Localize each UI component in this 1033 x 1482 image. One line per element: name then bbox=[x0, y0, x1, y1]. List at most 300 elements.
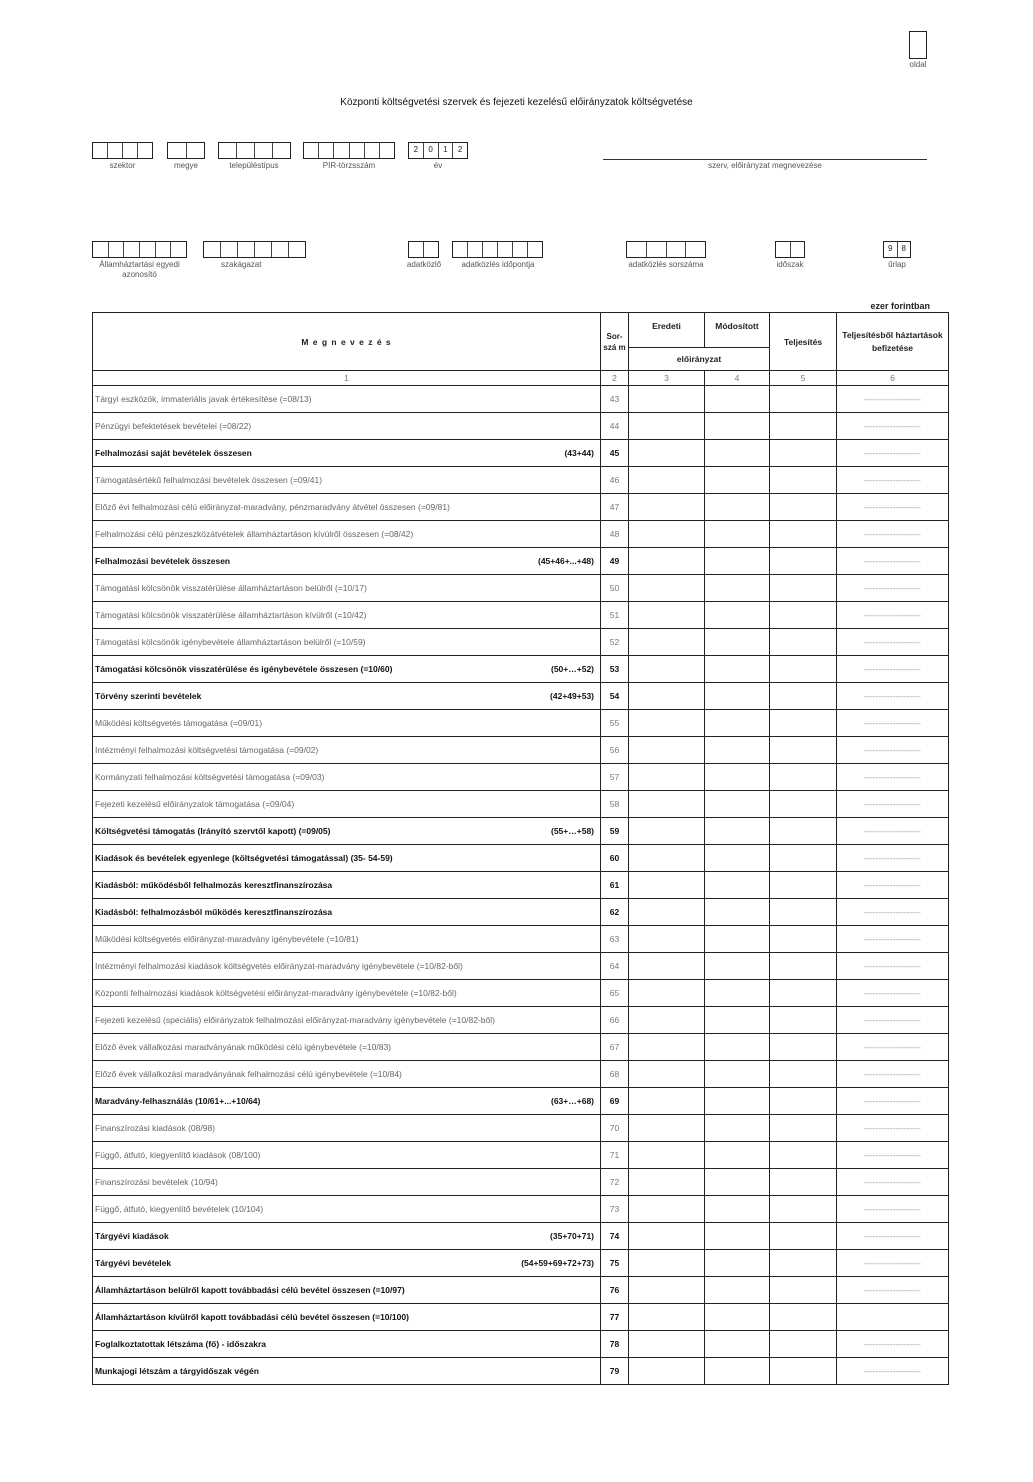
modositott-cell[interactable] bbox=[705, 1169, 770, 1196]
eredeti-cell[interactable] bbox=[629, 1061, 705, 1088]
eredeti-cell[interactable] bbox=[629, 521, 705, 548]
modositott-cell[interactable] bbox=[705, 1061, 770, 1088]
row-label-text: Működési költségvetés előirányzat-maradvány igénybevétele (=10/81) bbox=[95, 934, 359, 944]
sorszam-field[interactable] bbox=[626, 241, 706, 258]
row-number: 79 bbox=[601, 1358, 629, 1385]
modositott-cell[interactable] bbox=[705, 710, 770, 737]
row-label-text: Központi felhalmozási kiadások költségvetési előirányzat-maradvány igénybevétele (=10/82-ből) bbox=[95, 988, 457, 998]
eredeti-cell[interactable] bbox=[629, 737, 705, 764]
row-label bbox=[93, 872, 601, 899]
row-label bbox=[93, 899, 601, 926]
teljesites-cell[interactable] bbox=[770, 1358, 837, 1385]
table-row bbox=[93, 1358, 949, 1385]
table-row bbox=[93, 1250, 949, 1277]
row-formula: (63+…+68) bbox=[551, 1096, 594, 1106]
row-label-text: Tárgyi eszközök, immateriális javak értékesítése (=08/13) bbox=[95, 394, 312, 404]
eredeti-cell[interactable] bbox=[629, 575, 705, 602]
table-row bbox=[93, 980, 949, 1007]
teljesites-cell[interactable] bbox=[770, 1223, 837, 1250]
modositott-cell[interactable] bbox=[705, 413, 770, 440]
teljesites-cell[interactable] bbox=[770, 1142, 837, 1169]
haztartasok-cell: -------------------- bbox=[837, 1169, 949, 1196]
pir-label: PIR-törzsszám bbox=[322, 161, 376, 170]
row-label bbox=[93, 1007, 601, 1034]
eredeti-cell[interactable] bbox=[629, 1358, 705, 1385]
eredeti-cell[interactable] bbox=[629, 440, 705, 467]
row-number: 62 bbox=[601, 899, 629, 926]
row-number: 58 bbox=[601, 791, 629, 818]
eredeti-cell[interactable] bbox=[629, 413, 705, 440]
haztartasok-cell: -------------------- bbox=[837, 548, 949, 575]
modositott-cell[interactable] bbox=[705, 1358, 770, 1385]
teljesites-cell[interactable] bbox=[770, 1169, 837, 1196]
row-label-text: Maradvány-felhasználás (10/61+...+10/64) bbox=[95, 1096, 261, 1106]
row-formula: (35+70+71) bbox=[550, 1231, 594, 1241]
teljesites-cell[interactable] bbox=[770, 1277, 837, 1304]
teljesites-cell[interactable] bbox=[770, 1196, 837, 1223]
row-label bbox=[93, 683, 601, 710]
haztartasok-cell: -------------------- bbox=[837, 413, 949, 440]
eredeti-cell[interactable] bbox=[629, 1007, 705, 1034]
row-number: 48 bbox=[601, 521, 629, 548]
budget-table bbox=[92, 312, 949, 1385]
eredeti-cell[interactable] bbox=[629, 710, 705, 737]
idopont-label: adatközlés időpontja bbox=[461, 260, 535, 269]
szakagazat-field[interactable] bbox=[203, 241, 306, 258]
teljesites-cell[interactable] bbox=[770, 413, 837, 440]
eredeti-cell[interactable] bbox=[629, 764, 705, 791]
header-eredeti: Eredeti bbox=[629, 313, 705, 348]
teljesites-cell[interactable] bbox=[770, 818, 837, 845]
teljesites-cell[interactable] bbox=[770, 1304, 837, 1331]
modositott-cell[interactable] bbox=[705, 521, 770, 548]
modositott-cell[interactable] bbox=[705, 1304, 770, 1331]
teljesites-cell[interactable] bbox=[770, 980, 837, 1007]
haztartasok-cell: -------------------- bbox=[837, 1088, 949, 1115]
row-number: 56 bbox=[601, 737, 629, 764]
table-row bbox=[93, 1034, 949, 1061]
row-number: 68 bbox=[601, 1061, 629, 1088]
row-label-text: Finanszírozási kiadások (08/98) bbox=[95, 1123, 216, 1133]
row-number: 73 bbox=[601, 1196, 629, 1223]
szektor-field[interactable] bbox=[92, 142, 153, 159]
modositott-cell[interactable] bbox=[705, 629, 770, 656]
table-row bbox=[93, 764, 949, 791]
row-formula: (55+…+58) bbox=[551, 826, 594, 836]
haztartasok-cell: -------------------- bbox=[837, 1115, 949, 1142]
table-row bbox=[93, 818, 949, 845]
telepulestipus-label: településtípus bbox=[229, 161, 279, 170]
haztartasok-cell: -------------------- bbox=[837, 872, 949, 899]
eredeti-cell[interactable] bbox=[629, 467, 705, 494]
teljesites-cell[interactable] bbox=[770, 845, 837, 872]
modositott-cell[interactable] bbox=[705, 494, 770, 521]
row-number: 76 bbox=[601, 1277, 629, 1304]
eredeti-cell[interactable] bbox=[629, 1304, 705, 1331]
modositott-cell[interactable] bbox=[705, 872, 770, 899]
table-row bbox=[93, 845, 949, 872]
teljesites-cell[interactable] bbox=[770, 710, 837, 737]
header-modositott: Módosított bbox=[705, 313, 770, 348]
row-number: 51 bbox=[601, 602, 629, 629]
row-label-text: Kormányzati felhalmozási költségvetési támogatása (=09/03) bbox=[95, 772, 325, 782]
eredeti-cell[interactable] bbox=[629, 1196, 705, 1223]
eredeti-cell[interactable] bbox=[629, 1250, 705, 1277]
row-label-text: Előző évek vállalkozási maradványának felhalmozási célú igénybevétele (=10/84) bbox=[95, 1069, 402, 1079]
table-row bbox=[93, 1223, 949, 1250]
col-number: 2 bbox=[601, 371, 629, 386]
teljesites-cell[interactable] bbox=[770, 899, 837, 926]
ev-digit: 1 bbox=[439, 143, 454, 158]
row-label bbox=[93, 710, 601, 737]
row-label bbox=[93, 791, 601, 818]
modositott-cell[interactable] bbox=[705, 953, 770, 980]
row-label-text: Kiadások és bevételek egyenlege (költségvetési támogatással) (35- 54-59) bbox=[95, 853, 393, 863]
adatkozlo-field[interactable] bbox=[408, 241, 439, 258]
eredeti-cell[interactable] bbox=[629, 791, 705, 818]
teljesites-cell[interactable] bbox=[770, 1331, 837, 1358]
haztartasok-cell: -------------------- bbox=[837, 683, 949, 710]
row-label-text: Felhalmozási bevételek összesen bbox=[95, 556, 231, 566]
ev-digit: 0 bbox=[424, 143, 439, 158]
row-label-text: Fejezeti kezelésű előirányzatok támogatása (=09/04) bbox=[95, 799, 295, 809]
haztartasok-cell: -------------------- bbox=[837, 1331, 949, 1358]
modositott-cell[interactable] bbox=[705, 1034, 770, 1061]
col-number: 1 bbox=[93, 371, 601, 386]
haztartasok-cell: -------------------- bbox=[837, 386, 949, 413]
modositott-cell[interactable] bbox=[705, 791, 770, 818]
row-label-text: Pénzügyi befektetések bevételei (=08/22) bbox=[95, 421, 252, 431]
eredeti-cell[interactable] bbox=[629, 1115, 705, 1142]
modositott-cell[interactable] bbox=[705, 1088, 770, 1115]
modositott-cell[interactable] bbox=[705, 602, 770, 629]
row-label bbox=[93, 386, 601, 413]
row-label bbox=[93, 413, 601, 440]
table-row bbox=[93, 467, 949, 494]
table-row bbox=[93, 386, 949, 413]
teljesites-cell[interactable] bbox=[770, 926, 837, 953]
row-number: 63 bbox=[601, 926, 629, 953]
haztartasok-cell: -------------------- bbox=[837, 1142, 949, 1169]
header-haztartasok: Teljesítésből háztartások befizetése bbox=[837, 313, 949, 371]
teljesites-cell[interactable] bbox=[770, 872, 837, 899]
header-megnevezes: M e g n e v e z é s bbox=[93, 313, 601, 371]
modositott-cell[interactable] bbox=[705, 1277, 770, 1304]
row-label bbox=[93, 818, 601, 845]
row-number: 61 bbox=[601, 872, 629, 899]
idopont-field[interactable] bbox=[452, 241, 543, 258]
row-label-text: Kiadásból: felhalmozásból működés keresztfinanszírozása bbox=[95, 907, 333, 917]
teljesites-cell[interactable] bbox=[770, 791, 837, 818]
teljesites-cell[interactable] bbox=[770, 440, 837, 467]
haztartasok-cell: -------------------- bbox=[837, 980, 949, 1007]
table-row bbox=[93, 872, 949, 899]
urlap-digit: 9 bbox=[884, 242, 898, 257]
eredeti-cell[interactable] bbox=[629, 1277, 705, 1304]
row-label bbox=[93, 980, 601, 1007]
row-label bbox=[93, 521, 601, 548]
row-label-text: Támogatási kölcsönök visszatérülése és igénybevétele összesen (=10/60) bbox=[95, 664, 393, 674]
teljesites-cell[interactable] bbox=[770, 494, 837, 521]
row-number: 49 bbox=[601, 548, 629, 575]
modositott-cell[interactable] bbox=[705, 1142, 770, 1169]
modositott-cell[interactable] bbox=[705, 818, 770, 845]
urlap-digit: 8 bbox=[901, 244, 906, 253]
row-label-text: Finanszírozási bevételek (10/94) bbox=[95, 1177, 218, 1187]
row-number: 70 bbox=[601, 1115, 629, 1142]
haztartasok-cell: -------------------- bbox=[837, 602, 949, 629]
ev-field[interactable] bbox=[408, 142, 468, 159]
row-label bbox=[93, 953, 601, 980]
table-row bbox=[93, 575, 949, 602]
modositott-cell[interactable] bbox=[705, 548, 770, 575]
row-label bbox=[93, 1169, 601, 1196]
table-row bbox=[93, 926, 949, 953]
szerv-label: szerv, előirányzat megnevezése bbox=[708, 161, 822, 170]
table-row bbox=[93, 899, 949, 926]
eredeti-cell[interactable] bbox=[629, 953, 705, 980]
header-teljesites: Teljesítés bbox=[770, 313, 837, 371]
haztartasok-cell: -------------------- bbox=[837, 575, 949, 602]
modositott-cell[interactable] bbox=[705, 656, 770, 683]
eredeti-cell[interactable] bbox=[629, 386, 705, 413]
row-label-text: Államháztartáson belülről kapott továbbadási célú bevétel összesen (=10/97) bbox=[95, 1285, 405, 1295]
col-number: 5 bbox=[770, 371, 837, 386]
row-label bbox=[93, 845, 601, 872]
row-number: 77 bbox=[601, 1304, 629, 1331]
row-label bbox=[93, 1277, 601, 1304]
table-row bbox=[93, 1331, 949, 1358]
row-label-text: Tárgyévi bevételek bbox=[95, 1258, 172, 1268]
table-row bbox=[93, 683, 949, 710]
row-label-text: Függő, átfutó, kiegyenlítő bevételek (10/104) bbox=[95, 1204, 264, 1214]
eredeti-cell[interactable] bbox=[629, 1331, 705, 1358]
row-label bbox=[93, 440, 601, 467]
modositott-cell[interactable] bbox=[705, 1007, 770, 1034]
row-formula: (42+49+53) bbox=[550, 691, 594, 701]
teljesites-cell[interactable] bbox=[770, 1007, 837, 1034]
teljesites-cell[interactable] bbox=[770, 764, 837, 791]
teljesites-cell[interactable] bbox=[770, 1088, 837, 1115]
row-label-text: Intézményi felhalmozási költségvetési támogatása (=09/02) bbox=[95, 745, 319, 755]
table-row bbox=[93, 953, 949, 980]
page-number-box[interactable] bbox=[909, 31, 927, 59]
haztartasok-cell: -------------------- bbox=[837, 1223, 949, 1250]
eredeti-cell[interactable] bbox=[629, 980, 705, 1007]
eredeti-cell[interactable] bbox=[629, 845, 705, 872]
modositott-cell[interactable] bbox=[705, 737, 770, 764]
haztartasok-cell: -------------------- bbox=[837, 656, 949, 683]
teljesites-cell[interactable] bbox=[770, 602, 837, 629]
haztartasok-cell: -------------------- bbox=[837, 494, 949, 521]
pir-field[interactable] bbox=[303, 142, 395, 159]
modositott-cell[interactable] bbox=[705, 1196, 770, 1223]
row-number: 52 bbox=[601, 629, 629, 656]
col-number: 6 bbox=[837, 371, 949, 386]
table-row bbox=[93, 521, 949, 548]
eredeti-cell[interactable] bbox=[629, 629, 705, 656]
teljesites-cell[interactable] bbox=[770, 386, 837, 413]
row-label-text: Támogatási kölcsönök igénybevétele államháztartáson belülről (=10/59) bbox=[95, 637, 366, 647]
urlap-label: űrlap bbox=[888, 260, 906, 269]
modositott-cell[interactable] bbox=[705, 467, 770, 494]
adatkozlo-label: adatközlő bbox=[406, 260, 442, 269]
row-label-text: Költségvetési támogatás (Irányító szervtől kapott) (=09/05) bbox=[95, 826, 331, 836]
haztartasok-cell: -------------------- bbox=[837, 953, 949, 980]
haztartasok-cell: -------------------- bbox=[837, 1034, 949, 1061]
szerv-name-line[interactable] bbox=[603, 159, 927, 160]
form-title: Központi költségvetési szervek és fejezeti kezelésű előirányzatok költségvetése bbox=[340, 97, 693, 108]
teljesites-cell[interactable] bbox=[770, 521, 837, 548]
row-number: 72 bbox=[601, 1169, 629, 1196]
haztartasok-cell: -------------------- bbox=[837, 1358, 949, 1385]
row-number: 50 bbox=[601, 575, 629, 602]
table-row bbox=[93, 602, 949, 629]
haztartasok-cell: -------------------- bbox=[837, 1277, 949, 1304]
row-number: 46 bbox=[601, 467, 629, 494]
haztartasok-cell: -------------------- bbox=[837, 629, 949, 656]
row-label-text: Felhalmozási célú pénzeszközátvételek államháztartáson kívülről összesen (=08/42) bbox=[95, 529, 414, 539]
row-number: 54 bbox=[601, 683, 629, 710]
table-row bbox=[93, 737, 949, 764]
row-label bbox=[93, 1034, 601, 1061]
modositott-cell[interactable] bbox=[705, 764, 770, 791]
row-label bbox=[93, 467, 601, 494]
row-label-text: Támogatási kölcsönök visszatérülése államháztartáson kívülről (=10/42) bbox=[95, 610, 367, 620]
table-row bbox=[93, 791, 949, 818]
teljesites-cell[interactable] bbox=[770, 737, 837, 764]
table-row bbox=[93, 629, 949, 656]
row-formula: (54+59+69+72+73) bbox=[521, 1258, 594, 1268]
col-number: 4 bbox=[705, 371, 770, 386]
row-label-text: Támogatásértékű felhalmozási bevételek összesen (=09/41) bbox=[95, 475, 323, 485]
row-number: 47 bbox=[601, 494, 629, 521]
eredeti-cell[interactable] bbox=[629, 1088, 705, 1115]
row-number: 64 bbox=[601, 953, 629, 980]
row-label bbox=[93, 1250, 601, 1277]
table-row bbox=[93, 1142, 949, 1169]
row-label bbox=[93, 1223, 601, 1250]
haztartasok-cell: -------------------- bbox=[837, 710, 949, 737]
row-label-text: Munkajogi létszám a tárgyidőszak végén bbox=[95, 1366, 259, 1376]
haztartasok-cell: -------------------- bbox=[837, 791, 949, 818]
row-label bbox=[93, 764, 601, 791]
urlap-field bbox=[883, 241, 911, 258]
eredeti-cell[interactable] bbox=[629, 656, 705, 683]
idoszak-field[interactable] bbox=[775, 241, 805, 258]
row-label bbox=[93, 1331, 601, 1358]
table-row bbox=[93, 710, 949, 737]
row-label-text: Tárgyévi kiadások bbox=[95, 1231, 169, 1241]
ev-digit: 2 bbox=[409, 143, 424, 158]
modositott-cell[interactable] bbox=[705, 386, 770, 413]
row-label bbox=[93, 656, 601, 683]
haztartasok-cell: -------------------- bbox=[837, 926, 949, 953]
row-label-text: Felhalmozási saját bevételek összesen bbox=[95, 448, 252, 458]
modositott-cell[interactable] bbox=[705, 1223, 770, 1250]
row-formula: (50+…+52) bbox=[551, 664, 594, 674]
teljesites-cell[interactable] bbox=[770, 1115, 837, 1142]
modositott-cell[interactable] bbox=[705, 899, 770, 926]
table-row bbox=[93, 1007, 949, 1034]
szektor-label: szektor bbox=[109, 161, 136, 170]
row-label-text: Működési költségvetés támogatása (=09/01) bbox=[95, 718, 263, 728]
row-label-text: Függő, átfutó, kiegyenlítő kiadások (08/100) bbox=[95, 1150, 261, 1160]
modositott-cell[interactable] bbox=[705, 1250, 770, 1277]
haztartasok-cell: -------------------- bbox=[837, 1061, 949, 1088]
row-number: 45 bbox=[601, 440, 629, 467]
teljesites-cell[interactable] bbox=[770, 1034, 837, 1061]
eredeti-cell[interactable] bbox=[629, 548, 705, 575]
modositott-cell[interactable] bbox=[705, 926, 770, 953]
teljesites-cell[interactable] bbox=[770, 953, 837, 980]
table-row bbox=[93, 440, 949, 467]
megye-field[interactable] bbox=[167, 142, 205, 159]
header-eloiranyzat: előirányzat bbox=[629, 348, 770, 371]
row-number: 59 bbox=[601, 818, 629, 845]
eredeti-cell[interactable] bbox=[629, 899, 705, 926]
modositott-cell[interactable] bbox=[705, 980, 770, 1007]
eredeti-cell[interactable] bbox=[629, 818, 705, 845]
col-number: 3 bbox=[629, 371, 705, 386]
teljesites-cell[interactable] bbox=[770, 575, 837, 602]
haztartasok-cell: -------------------- bbox=[837, 818, 949, 845]
teljesites-cell[interactable] bbox=[770, 629, 837, 656]
table-row bbox=[93, 1088, 949, 1115]
eredeti-cell[interactable] bbox=[629, 602, 705, 629]
haztartasok-cell: -------------------- bbox=[837, 440, 949, 467]
eredeti-cell[interactable] bbox=[629, 1034, 705, 1061]
row-number: 55 bbox=[601, 710, 629, 737]
teljesites-cell[interactable] bbox=[770, 1061, 837, 1088]
header-row bbox=[93, 313, 949, 348]
modositott-cell[interactable] bbox=[705, 1331, 770, 1358]
eredeti-cell[interactable] bbox=[629, 872, 705, 899]
eredeti-cell[interactable] bbox=[629, 1169, 705, 1196]
modositott-cell[interactable] bbox=[705, 440, 770, 467]
eredeti-cell[interactable] bbox=[629, 926, 705, 953]
row-formula: (45+46+...+48) bbox=[537, 556, 594, 566]
row-label bbox=[93, 575, 601, 602]
row-number: 78 bbox=[601, 1331, 629, 1358]
modositott-cell[interactable] bbox=[705, 845, 770, 872]
row-label-text: Kiadásból: működésből felhalmozás keresztfinanszírozása bbox=[95, 880, 333, 890]
azonosito-field[interactable] bbox=[92, 241, 187, 258]
row-label bbox=[93, 1358, 601, 1385]
eredeti-cell[interactable] bbox=[629, 494, 705, 521]
teljesites-cell[interactable] bbox=[770, 548, 837, 575]
modositott-cell[interactable] bbox=[705, 1115, 770, 1142]
teljesites-cell[interactable] bbox=[770, 1250, 837, 1277]
teljesites-cell[interactable] bbox=[770, 683, 837, 710]
eredeti-cell[interactable] bbox=[629, 1142, 705, 1169]
row-number: 65 bbox=[601, 980, 629, 1007]
eredeti-cell[interactable] bbox=[629, 1223, 705, 1250]
modositott-cell[interactable] bbox=[705, 683, 770, 710]
haztartasok-cell: -------------------- bbox=[837, 764, 949, 791]
modositott-cell[interactable] bbox=[705, 575, 770, 602]
teljesites-cell[interactable] bbox=[770, 656, 837, 683]
table-row bbox=[93, 1277, 949, 1304]
telepulestipus-field[interactable] bbox=[218, 142, 291, 159]
table-row bbox=[93, 548, 949, 575]
column-number-row bbox=[93, 371, 949, 386]
eredeti-cell[interactable] bbox=[629, 683, 705, 710]
row-number: 75 bbox=[601, 1250, 629, 1277]
haztartasok-cell[interactable] bbox=[837, 1304, 949, 1331]
teljesites-cell[interactable] bbox=[770, 467, 837, 494]
row-label bbox=[93, 1088, 601, 1115]
